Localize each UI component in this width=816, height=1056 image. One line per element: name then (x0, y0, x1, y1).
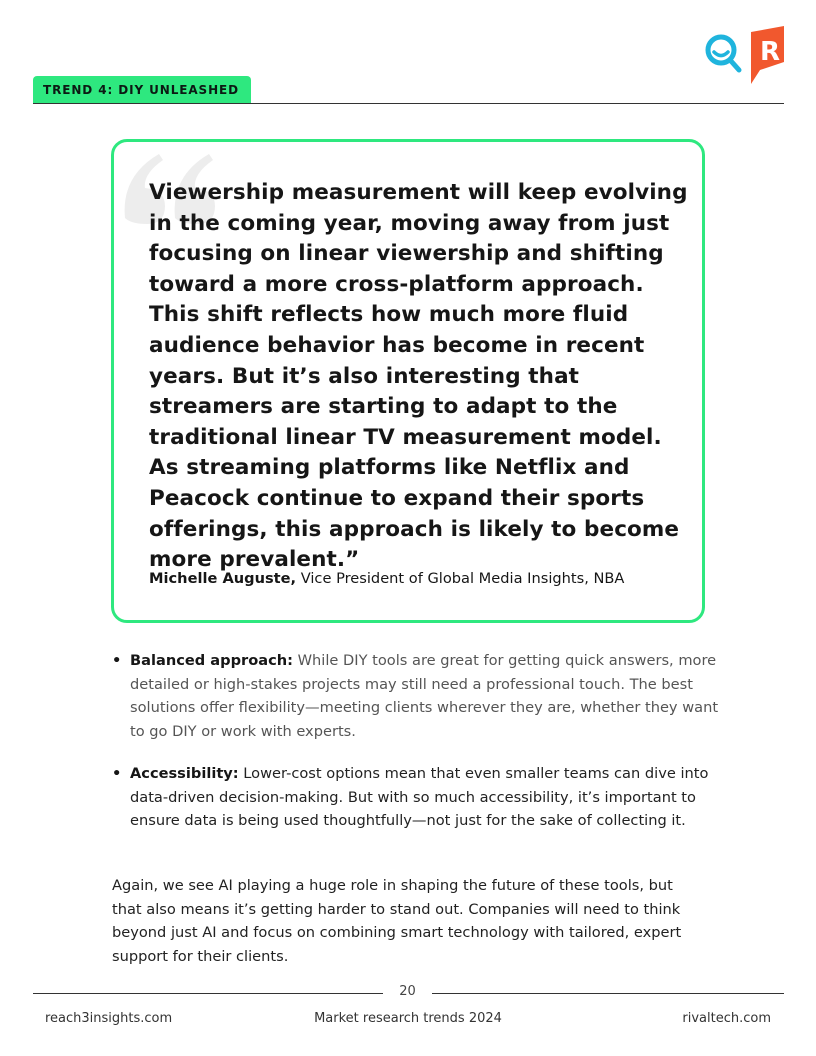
trend-label: TREND 4: DIY UNLEASHED (33, 76, 251, 104)
footer-divider-right (432, 993, 784, 994)
bullet-text: Lower-cost options mean that even smaller teams can dive into data-driven decision-making. But with so much accessibility, it’s important to ensure data is being used thoughtfully—not just for the sake of collecting it. (130, 765, 709, 830)
quote-text: Viewership measurement will keep evolving in the coming year, moving away from just focusing on linear viewership and shifting toward a more cross-platform approach. This shift reflects how much more fluid audience behavior has become in recent years. But it’s also interesting that streamers are starting to adapt to the traditional linear TV measurement model. As streaming platforms like Netflix and Peacock continue to expand their sports offerings, this approach is likely to become more prevalent.” (149, 180, 688, 573)
footer-right-link[interactable]: rivaltech.com (682, 1011, 771, 1026)
quote-author-title: Vice President of Global Media Insights, NBA (300, 570, 625, 587)
bullet-lead: Accessibility: (130, 765, 239, 782)
header-divider (33, 103, 784, 104)
brand-logo-icon (704, 26, 788, 86)
body-paragraph: Again, we see AI playing a huge role in shaping the future of these tools, but that also means it’s getting harder to stand out. Companies will need to think beyond just AI and focus on combining smart technology with tailored, expert support for their clients. (112, 877, 682, 965)
bullet-lead: Balanced approach: (130, 652, 293, 669)
footer-title: Market research trends 2024 (314, 1011, 502, 1026)
logo-letter: R (760, 37, 781, 67)
bullet-text: While DIY tools are great for getting quick answers, more detailed or high-stakes projects may still need a professional touch. The best solutions offer flexibility—meeting clients wherever they are, whether they want to go DIY or work with experts. (130, 652, 719, 740)
page-number: 20 (399, 984, 416, 999)
bullet-dot: • (112, 765, 122, 782)
quote-author: Michelle Auguste, (149, 570, 297, 587)
bullet-dot: • (112, 652, 122, 669)
quote-attribution (149, 570, 709, 587)
footer-left-link[interactable]: reach3insights.com (45, 1011, 173, 1026)
footer-divider-left (33, 993, 383, 994)
